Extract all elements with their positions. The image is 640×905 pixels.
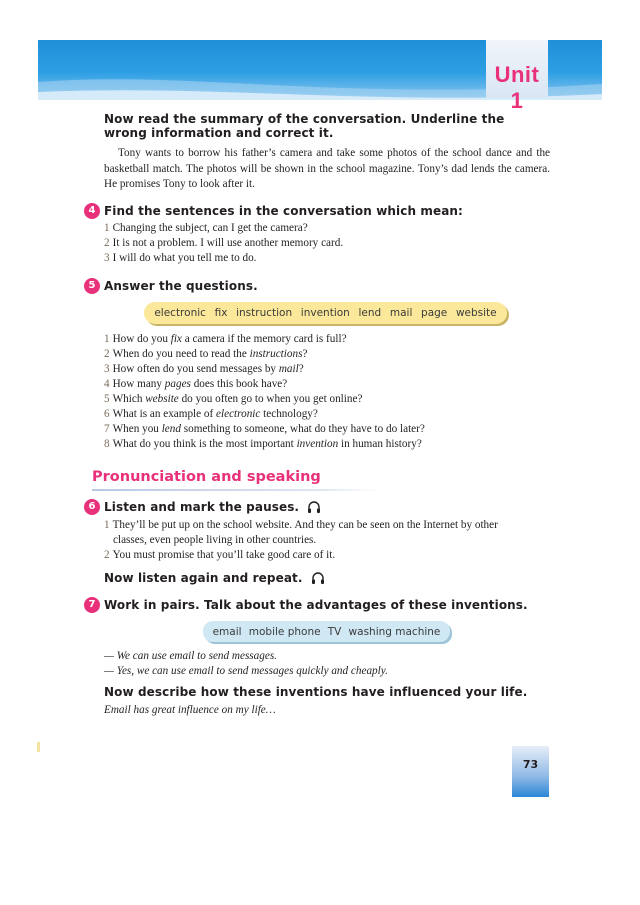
question-item: 8 What do you think is the most important invention in human history? [104,438,422,450]
page-number: 73 [522,758,539,771]
inventions-word-bank [203,621,450,642]
list-item: 2 It is not a problem. I will use another memory card. [104,237,344,249]
exercise-6-heading: Listen and mark the pauses. [104,500,321,514]
section-title: Pronunciation and speaking [92,469,321,485]
list-item: 2 You must promise that you’ll take good care of it. [104,549,336,561]
question-item: 6 What is an example of electronic technology? [104,408,318,420]
word-bank-item: fix [214,307,228,319]
word-bank-item: invention [300,307,350,319]
exercise-4-heading: Find the sentences in the conversation which mean: [104,204,463,218]
word-bank-item: washing machine [348,625,441,638]
word-bank-item: mobile phone [248,625,321,638]
question-item: 7 When you lend something to someone, what do they have to do later? [104,423,425,435]
section-underline [92,489,378,491]
summary-heading: Now read the summary of the conversation. Underline the wrong information and correct it. [104,112,505,140]
word-bank-item: mail [389,307,413,319]
word-bank-item: instruction [236,307,293,319]
corner-mark [37,742,40,752]
word-bank [144,302,507,324]
word-bank-item: electronic [154,307,206,319]
word-bank-item: lend [358,307,382,319]
summary-text: Tony wants to borrow his father’s camera and take some photos of the school dance and the basketball match. The photos will be shown in the school magazine. Tony’s dad lends the camera. He promises Tony to look after it. [104,147,550,190]
exercise-7-badge: 7 [84,597,100,613]
word-bank-item: email [212,625,242,638]
exercise-5-heading: Answer the questions. [104,279,258,293]
list-item: 1 They’ll be put up on the school website. And they can be seen on the Internet by other [104,519,498,531]
question-item: 5 Which website do you often go to when you get online? [104,393,363,405]
page-number-tab [512,746,549,797]
list-item: 1 Changing the subject, can I get the camera? [104,222,308,234]
exercise-5-badge: 5 [84,278,100,294]
exercise-6-badge: 6 [84,499,100,515]
list-item-continuation: classes, even people living in other countries. [113,534,317,546]
word-bank-item: page [421,307,448,319]
listen-repeat-heading: Now listen again and repeat. [104,571,325,585]
unit-label: Unit 1 [494,62,540,113]
dialogue-line: — Yes, we can use email to send messages quickly and cheaply. [104,665,388,677]
exercise-4-badge: 4 [84,203,100,219]
question-item: 1 How do you fix a camera if the memory card is full? [104,333,347,345]
describe-heading: Now describe how these inventions have influenced your life. [104,685,528,699]
exercise-7-heading: Work in pairs. Talk about the advantages of these inventions. [104,598,528,612]
dialogue-line: — We can use email to send messages. [104,650,277,662]
question-item: 2 When do you need to read the instructions? [104,348,308,360]
list-item: 3 I will do what you tell me to do. [104,252,257,264]
headphones-icon[interactable] [311,572,325,585]
question-item: 4 How many pages does this book have? [104,378,288,390]
question-item: 3 How often do you send messages by mail? [104,363,304,375]
headphones-icon[interactable] [307,501,321,514]
word-bank-item: website [455,307,497,319]
example-sentence: Email has great influence on my life… [104,704,276,716]
word-bank-item: TV [327,625,342,638]
